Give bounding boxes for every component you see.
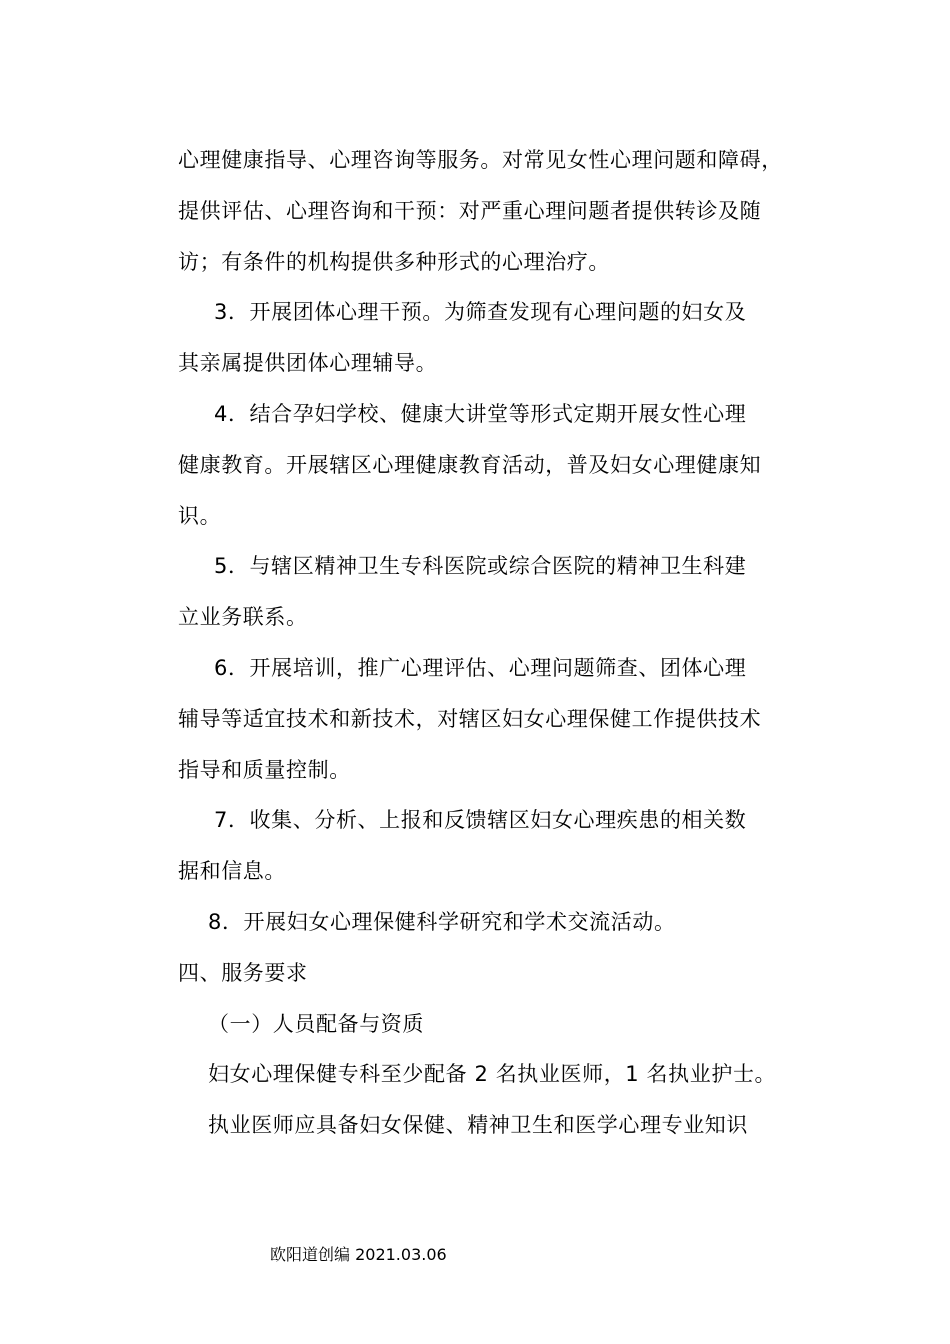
body-line: 指导和质量控制。: [178, 758, 351, 782]
body-line: 据和信息。: [178, 859, 286, 883]
list-item-4: 4．结合孕妇学校、健康大讲堂等形式定期开展女性心理: [214, 402, 747, 426]
body-line: 妇女心理保健专科至少配备 2 名执业医师，1 名执业护士。: [208, 1062, 777, 1086]
list-item-5: 5．与辖区精神卫生专科医院或综合医院的精神卫生科建: [214, 554, 747, 578]
body-line: 健康教育。开展辖区心理健康教育活动，普及妇女心理健康知: [178, 453, 762, 477]
body-line: 执业医师应具备妇女保健、精神卫生和医学心理专业知识: [208, 1113, 748, 1137]
subsection-heading: （一）人员配备与资质: [208, 1012, 424, 1036]
body-line: 识。: [178, 504, 222, 528]
body-line: 访；有条件的机构提供多种形式的心理治疗。: [178, 250, 610, 274]
body-line: 提供评估、心理咨询和干预：对严重心理问题者提供转诊及随: [178, 199, 762, 223]
list-item-3: 3．开展团体心理干预。为筛查发现有心理问题的妇女及: [214, 300, 747, 324]
body-line: 心理健康指导、心理咨询等服务。对常见女性心理问题和障碍，: [178, 148, 783, 172]
body-line: 立业务联系。: [178, 605, 308, 629]
list-item-8: 8．开展妇女心理保健科学研究和学术交流活动。: [208, 910, 676, 934]
list-item-7: 7．收集、分析、上报和反馈辖区妇女心理疾患的相关数: [214, 808, 747, 832]
section-heading: 四、服务要求: [178, 961, 308, 985]
body-line: 辅导等适宜技术和新技术，对辖区妇女心理保健工作提供技术: [178, 707, 762, 731]
body-line: 其亲属提供团体心理辅导。: [178, 351, 438, 375]
page-footer: 欧阳道创编 2021.03.06: [270, 1245, 447, 1264]
list-item-6: 6．开展培训，推广心理评估、心理问题筛查、团体心理: [214, 656, 747, 680]
